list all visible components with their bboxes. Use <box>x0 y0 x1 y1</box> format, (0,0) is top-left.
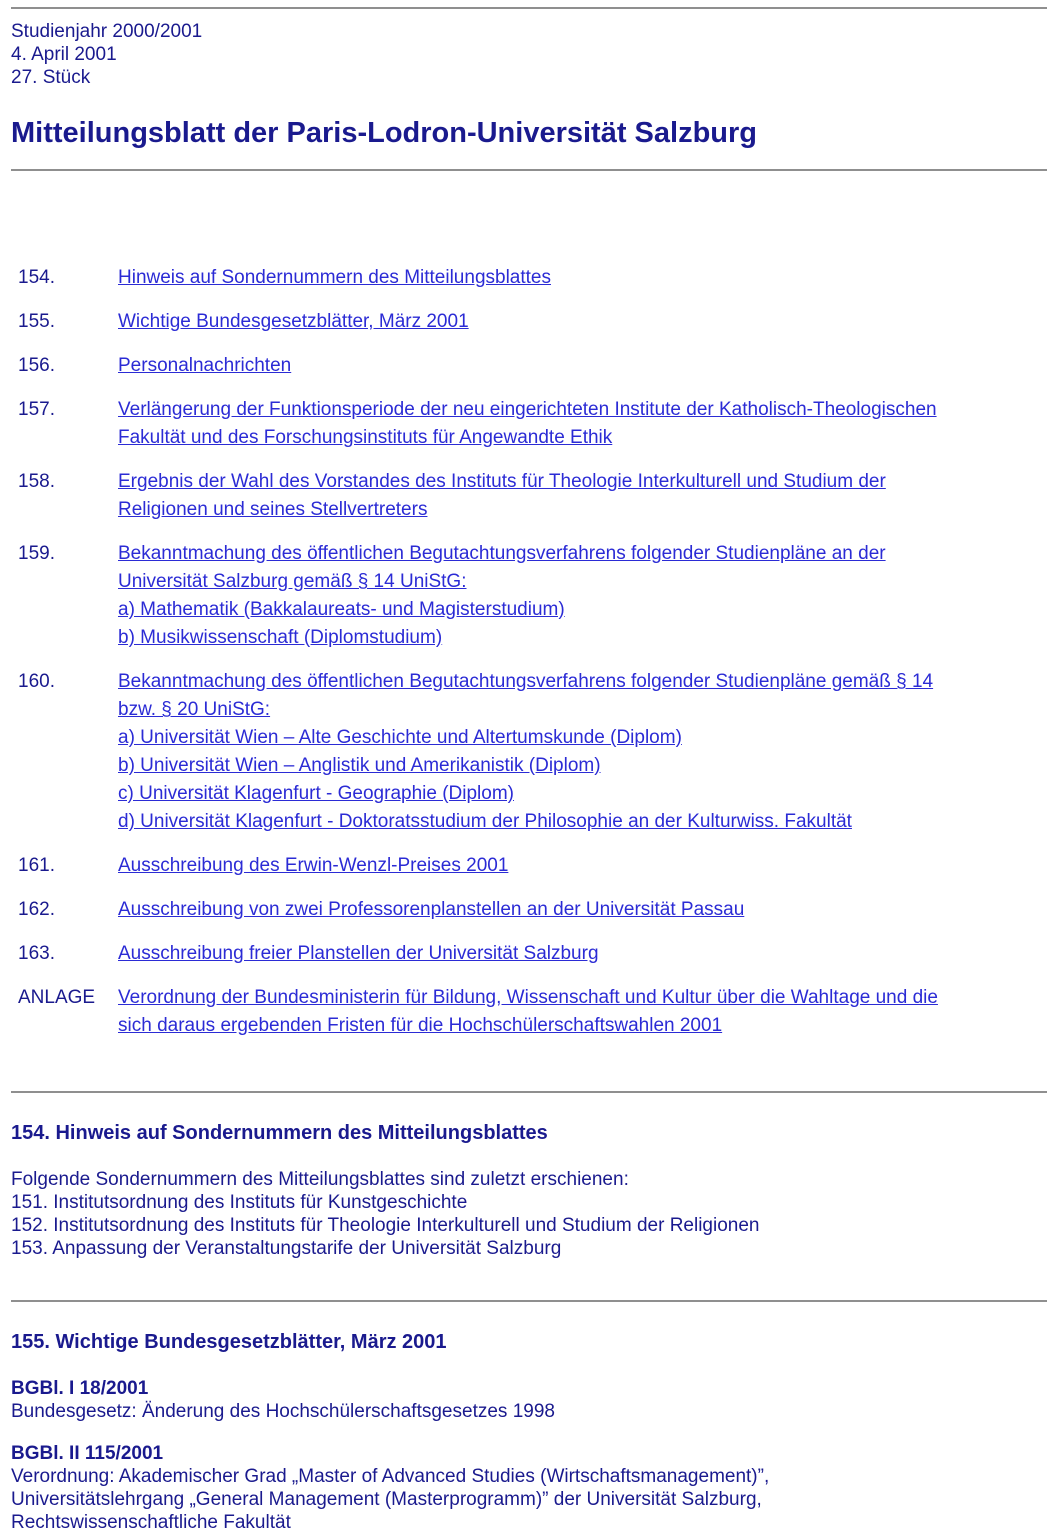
section-paragraph <box>11 1442 1047 1534</box>
section-line: Folgende Sondernummern des Mitteilungsblattes sind zuletzt erschienen: <box>11 1169 629 1190</box>
toc-item-links <box>118 984 1047 1040</box>
toc-link-line[interactable]: Hinweis auf Sondernummern des Mitteilungsblattes <box>118 267 551 288</box>
toc <box>18 264 1047 1040</box>
toc-item-links <box>118 896 1047 924</box>
toc-item-number: 163. <box>18 943 55 964</box>
toc-item <box>18 468 1047 524</box>
toc-item-links <box>118 308 1047 336</box>
toc-item-links <box>118 668 1047 836</box>
toc-item-number: 158. <box>18 471 55 492</box>
toc-link-line[interactable]: Verlängerung der Funktionsperiode der neu eingerichteten Institute der Katholisch-Theologischen <box>118 399 937 420</box>
toc-link-line[interactable]: Ergebnis der Wahl des Vorstandes des Instituts für Theologie Interkulturell und Studium der <box>118 471 886 492</box>
section <box>11 1300 1047 1534</box>
section-paragraph <box>11 1377 1047 1423</box>
section-rule <box>11 1300 1047 1302</box>
toc-item <box>18 352 1047 380</box>
masthead <box>11 20 1047 89</box>
toc-item <box>18 668 1047 836</box>
section-line: BGBl. I 18/2001 <box>11 1378 149 1399</box>
toc-item-number: 162. <box>18 899 55 920</box>
toc-item <box>18 984 1047 1040</box>
title-rule <box>11 169 1047 171</box>
masthead-issue: 27. Stück <box>11 67 91 88</box>
toc-link-line[interactable]: Religionen und seines Stellvertreters <box>118 499 428 520</box>
toc-item-number: 159. <box>18 543 55 564</box>
toc-item-links <box>118 396 1047 452</box>
toc-link-line[interactable]: a) Mathematik (Bakkalaureats- und Magisterstudium) <box>118 599 565 620</box>
section-line: 151. Institutsordnung des Instituts für Kunstgeschichte <box>11 1192 468 1213</box>
toc-item-number: 155. <box>18 311 55 332</box>
toc-item-links <box>118 468 1047 524</box>
section-line: 152. Institutsordnung des Instituts für Theologie Interkulturell und Studium der Religionen <box>11 1215 760 1236</box>
toc-item <box>18 264 1047 292</box>
toc-link-line[interactable]: b) Universität Wien – Anglistik und Amerikanistik (Diplom) <box>118 755 601 776</box>
toc-link-line[interactable]: Bekanntmachung des öffentlichen Begutachtungsverfahrens folgender Studienpläne gemäß § 14 <box>118 671 934 692</box>
toc-link-line[interactable]: Ausschreibung des Erwin-Wenzl-Preises 2001 <box>118 855 509 876</box>
toc-link-line[interactable]: Ausschreibung freier Planstellen der Universität Salzburg <box>118 943 599 964</box>
bulletin-page <box>0 7 1058 1534</box>
toc-item-number: ANLAGE <box>18 987 96 1008</box>
toc-item <box>18 896 1047 924</box>
masthead-studienjahr: Studienjahr 2000/2001 <box>11 21 203 42</box>
section <box>11 1091 1047 1260</box>
section-line: 153. Anpassung der Veranstaltungstarife der Universität Salzburg <box>11 1238 562 1259</box>
section-line: Rechtswissenschaftliche Fakultät <box>11 1512 291 1533</box>
toc-item <box>18 940 1047 968</box>
toc-item-number: 156. <box>18 355 55 376</box>
toc-item-number: 161. <box>18 855 55 876</box>
toc-item-links <box>118 852 1047 880</box>
toc-link-line[interactable]: sich daraus ergebenden Fristen für die Hochschülerschaftswahlen 2001 <box>118 1015 723 1036</box>
section-rule <box>11 1091 1047 1093</box>
section-line: Bundesgesetz: Änderung des Hochschülerschaftsgesetzes 1998 <box>11 1401 555 1422</box>
toc-link-line[interactable]: Fakultät und des Forschungsinstituts für Angewandte Ethik <box>118 427 613 448</box>
toc-item <box>18 540 1047 652</box>
toc-link-line[interactable]: Verordnung der Bundesministerin für Bildung, Wissenschaft und Kultur über die Wahltage und die <box>118 987 938 1008</box>
toc-link-line[interactable]: c) Universität Klagenfurt - Geographie (Diplom) <box>118 783 514 804</box>
toc-link-line[interactable]: bzw. § 20 UniStG: <box>118 699 271 720</box>
section-paragraph <box>11 1168 1047 1260</box>
page-title: Mitteilungsblatt der Paris-Lodron-Universität Salzburg <box>11 117 758 149</box>
section-line: Universitätslehrgang „General Management (Masterprogramm)” der Universität Salzburg, <box>11 1489 762 1510</box>
toc-item <box>18 396 1047 452</box>
toc-link-line[interactable]: d) Universität Klagenfurt - Doktoratsstudium der Philosophie an der Kulturwiss. Fakultät <box>118 811 852 832</box>
sections <box>11 1091 1047 1534</box>
section-line: Verordnung: Akademischer Grad „Master of Advanced Studies (Wirtschaftsmanagement)”, <box>11 1466 770 1487</box>
toc-item-number: 160. <box>18 671 55 692</box>
toc-item <box>18 852 1047 880</box>
top-rule <box>11 7 1047 9</box>
toc-link-line[interactable]: b) Musikwissenschaft (Diplomstudium) <box>118 627 443 648</box>
toc-link-line[interactable]: Bekanntmachung des öffentlichen Begutachtungsverfahrens folgender Studienpläne an der <box>118 543 886 564</box>
toc-link-line[interactable]: a) Universität Wien – Alte Geschichte und Altertumskunde (Diplom) <box>118 727 682 748</box>
toc-link-line[interactable]: Personalnachrichten <box>118 355 292 376</box>
masthead-date: 4. April 2001 <box>11 44 117 65</box>
toc-link-line[interactable]: Ausschreibung von zwei Professorenplanstellen an der Universität Passau <box>118 899 745 920</box>
toc-link-line[interactable]: Wichtige Bundesgesetzblätter, März 2001 <box>118 311 469 332</box>
toc-item-number: 157. <box>18 399 55 420</box>
toc-link-line[interactable]: Universität Salzburg gemäß § 14 UniStG: <box>118 571 467 592</box>
toc-item-links <box>118 940 1047 968</box>
section-line: BGBl. II 115/2001 <box>11 1443 164 1464</box>
section-heading: 154. Hinweis auf Sondernummern des Mitteilungsblattes <box>11 1122 548 1144</box>
section-heading: 155. Wichtige Bundesgesetzblätter, März 2001 <box>11 1331 447 1353</box>
toc-item <box>18 308 1047 336</box>
toc-item-number: 154. <box>18 267 55 288</box>
toc-item-links <box>118 540 1047 652</box>
toc-item-links <box>118 352 1047 380</box>
toc-item-links <box>118 264 1047 292</box>
